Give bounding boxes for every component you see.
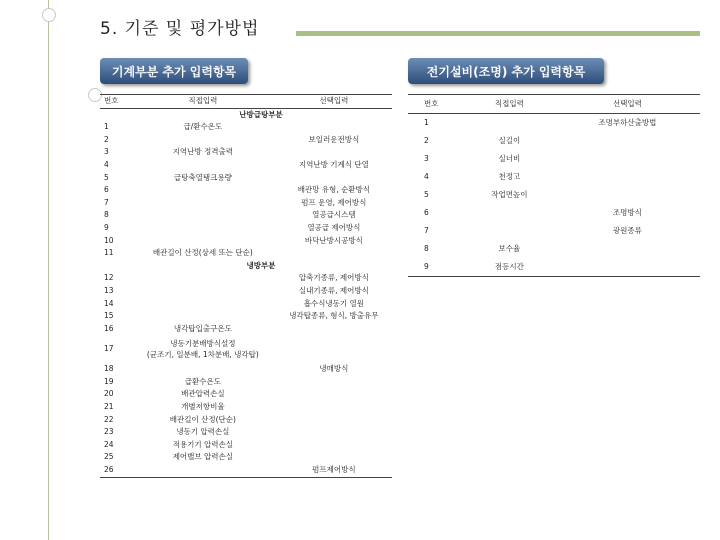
mech-row-number: 9 bbox=[104, 222, 109, 232]
mech-select-input: 열공급 제어방식 bbox=[307, 222, 361, 232]
light-header-cell: 선택입력 bbox=[555, 95, 700, 114]
mech-row-number: 19 bbox=[104, 376, 114, 386]
mech-table-row bbox=[100, 376, 392, 389]
light-table-row bbox=[408, 240, 700, 258]
light-select-input bbox=[555, 240, 700, 258]
light-row-number: 5 bbox=[424, 190, 429, 199]
light-direct-input bbox=[464, 204, 555, 222]
mech-select-input bbox=[276, 376, 392, 389]
mech-select-input: 열공급시스템 bbox=[312, 210, 356, 220]
mech-direct-input bbox=[130, 222, 276, 235]
light-table-row bbox=[408, 150, 700, 168]
mech-select-input: 냉매방식 bbox=[319, 364, 349, 374]
mech-header-cell: 번호 bbox=[100, 95, 130, 109]
mech-table-row bbox=[100, 272, 392, 285]
light-row-number: 9 bbox=[424, 262, 429, 271]
mech-row-number: 14 bbox=[104, 298, 114, 308]
mech-select-input: 펌프 운영, 제어방식 bbox=[301, 197, 367, 207]
mech-row-number: 11 bbox=[104, 248, 114, 258]
mech-direct-input bbox=[130, 310, 276, 323]
mech-row-number bbox=[100, 108, 130, 121]
light-header-cell: 번호 bbox=[408, 95, 464, 114]
mech-direct-input bbox=[130, 298, 276, 311]
mech-table-row bbox=[100, 197, 392, 210]
mech-direct-input: 냉동기 압력손실 bbox=[176, 427, 230, 437]
mech-table-row bbox=[100, 159, 392, 172]
light-row-number: 7 bbox=[424, 226, 429, 235]
page-title: 5. 기준 및 평가방법 bbox=[100, 19, 260, 39]
mech-select-input: 펌프제어방식 bbox=[312, 465, 356, 475]
mech-select-input: 냉각탑종류, 형식, 방출유무 bbox=[289, 311, 379, 321]
light-direct-input: 실길이 bbox=[498, 136, 521, 145]
mech-direct-input: 개별저항비율 bbox=[181, 402, 225, 412]
decorative-vertical-line bbox=[48, 0, 49, 540]
mech-row-number: 10 bbox=[104, 235, 114, 245]
mech-select-input: 흡수식냉동기 열원 bbox=[303, 298, 365, 308]
light-row-number: 2 bbox=[424, 136, 429, 145]
mech-table-row bbox=[100, 121, 392, 134]
mech-direct-input bbox=[130, 235, 276, 248]
light-select-input bbox=[555, 186, 700, 204]
light-direct-input: 보수율 bbox=[498, 244, 521, 253]
light-direct-input bbox=[464, 222, 555, 240]
mech-direct-input bbox=[130, 272, 276, 285]
mech-table-row bbox=[100, 247, 392, 260]
light-table-row bbox=[408, 168, 700, 186]
mech-direct-input bbox=[130, 159, 276, 172]
mech-header-cell: 선택입력 bbox=[276, 95, 392, 109]
mech-select-input bbox=[276, 388, 392, 401]
mech-row-number: 25 bbox=[104, 452, 114, 462]
mech-row-number: 5 bbox=[104, 172, 109, 182]
mech-table-row bbox=[100, 235, 392, 248]
mech-table-row bbox=[100, 335, 392, 363]
mech-select-input bbox=[276, 401, 392, 414]
mech-direct-input bbox=[130, 209, 276, 222]
left-banner: 기계부분 추가 입력항목 bbox=[100, 58, 248, 84]
mech-section-row bbox=[100, 260, 392, 273]
mech-row-number: 18 bbox=[104, 364, 114, 374]
light-header-row bbox=[408, 95, 700, 114]
mech-section-label: 냉방부분 bbox=[246, 260, 276, 270]
mech-row-number: 22 bbox=[104, 414, 114, 424]
mech-table-row bbox=[100, 222, 392, 235]
mech-direct-input: 냉각탑입출구온도 bbox=[173, 323, 232, 333]
mech-table-row bbox=[100, 184, 392, 197]
mech-table-row bbox=[100, 172, 392, 185]
light-direct-input: 작업면높이 bbox=[491, 190, 528, 199]
light-row-number: 4 bbox=[424, 172, 429, 181]
light-select-input: 광원종류 bbox=[612, 226, 642, 235]
mech-table-row bbox=[100, 146, 392, 159]
mech-select-input: 보일러운전방식 bbox=[308, 134, 360, 144]
mech-row-number: 3 bbox=[104, 147, 109, 157]
mech-select-input: 배관망 유형, 순환방식 bbox=[297, 185, 371, 195]
light-direct-input: 실너비 bbox=[498, 154, 521, 163]
light-select-input: 조명부하산출방법 bbox=[598, 118, 657, 127]
mech-row-number: 7 bbox=[104, 197, 109, 207]
mech-row-number: 20 bbox=[104, 389, 114, 399]
mech-section-row bbox=[100, 108, 392, 121]
mech-table-row bbox=[100, 401, 392, 414]
mech-section-label: 난방급탕부분 bbox=[239, 109, 283, 119]
mech-select-input: 압축기종류, 제어방식 bbox=[298, 273, 369, 283]
mech-row-number: 23 bbox=[104, 427, 114, 437]
mech-row-number: 13 bbox=[104, 285, 114, 295]
mech-direct-input: 배관압력손실 bbox=[181, 389, 225, 399]
mech-direct-input: 급환수온도 bbox=[184, 376, 221, 386]
light-row-number: 8 bbox=[424, 244, 429, 253]
light-direct-input: 천정고 bbox=[498, 172, 521, 181]
mech-select-input bbox=[276, 335, 392, 363]
mech-table-row bbox=[100, 298, 392, 311]
mech-row-number: 1 bbox=[104, 122, 109, 132]
light-table-row bbox=[408, 114, 700, 133]
mech-select-input: 실내기종류, 제어방식 bbox=[298, 285, 369, 295]
mech-direct-input bbox=[130, 363, 276, 376]
mech-table-row bbox=[100, 310, 392, 323]
mech-direct-input bbox=[130, 464, 276, 477]
mech-row-number: 2 bbox=[104, 134, 109, 144]
mech-direct-input: 적용기기 압력손실 bbox=[172, 439, 234, 449]
mech-table-row bbox=[100, 426, 392, 439]
mech-row-number: 12 bbox=[104, 273, 114, 283]
mech-select-input bbox=[276, 247, 392, 260]
mech-table-row bbox=[100, 363, 392, 376]
mech-select-input bbox=[276, 451, 392, 464]
mech-direct-input: 급탕축열탱크용량 bbox=[173, 172, 232, 182]
mech-select-input bbox=[276, 323, 392, 336]
mech-row-number bbox=[100, 260, 130, 273]
mech-select-input bbox=[276, 426, 392, 439]
light-row-number: 1 bbox=[424, 118, 429, 127]
mech-select-input bbox=[276, 439, 392, 452]
mech-row-number: 6 bbox=[104, 185, 109, 195]
light-select-input bbox=[555, 132, 700, 150]
mech-select-input bbox=[276, 146, 392, 159]
light-table-row bbox=[408, 222, 700, 240]
mech-header-row bbox=[100, 95, 392, 109]
mech-row-number: 17 bbox=[104, 343, 114, 353]
mech-table-row bbox=[100, 388, 392, 401]
light-table-row bbox=[408, 132, 700, 150]
light-header-cell: 직접입력 bbox=[464, 95, 555, 114]
light-table-row bbox=[408, 258, 700, 277]
mech-direct-input: 배관길이 산정(단순) bbox=[169, 414, 236, 424]
mech-table-row bbox=[100, 134, 392, 147]
mech-select-input bbox=[276, 172, 392, 185]
light-table-row bbox=[408, 204, 700, 222]
mech-direct-input: 냉동기분배방식설정 (균조기, 일분배, 1차분배, 냉각탑) bbox=[146, 339, 259, 360]
mech-table-row bbox=[100, 451, 392, 464]
mech-select-input bbox=[276, 414, 392, 427]
mech-row-number: 4 bbox=[104, 159, 109, 169]
mech-direct-input bbox=[130, 184, 276, 197]
title-accent-line bbox=[296, 31, 700, 36]
mechanical-input-table bbox=[100, 94, 392, 478]
light-direct-input bbox=[464, 114, 555, 133]
mech-table-row bbox=[100, 464, 392, 477]
light-select-input: 조명방식 bbox=[612, 208, 642, 217]
light-table-row bbox=[408, 186, 700, 204]
mech-select-input: 지역난방 기계식 단열 bbox=[298, 159, 369, 169]
mech-direct-input: 배관길이 산정(상세 또는 단순) bbox=[152, 248, 253, 258]
mech-table-row bbox=[100, 323, 392, 336]
mech-row-number: 24 bbox=[104, 439, 114, 449]
light-select-input bbox=[555, 168, 700, 186]
lighting-input-table bbox=[408, 94, 700, 277]
mech-direct-input bbox=[130, 285, 276, 298]
mech-row-number: 15 bbox=[104, 311, 114, 321]
light-row-number: 3 bbox=[424, 154, 429, 163]
light-row-number: 6 bbox=[424, 208, 429, 217]
mech-direct-input: 지역난방 정격출력 bbox=[172, 147, 234, 157]
mech-row-number: 16 bbox=[104, 323, 114, 333]
mech-direct-input: 제어밸브 압력손실 bbox=[172, 452, 234, 462]
mech-table-row bbox=[100, 285, 392, 298]
mech-row-number: 21 bbox=[104, 402, 114, 412]
light-direct-input: 점등시간 bbox=[494, 262, 524, 271]
mech-table-row bbox=[100, 439, 392, 452]
mech-direct-input bbox=[130, 197, 276, 210]
mech-row-number: 26 bbox=[104, 465, 114, 475]
decorative-circle-top bbox=[42, 8, 56, 22]
mech-table-row bbox=[100, 209, 392, 222]
mech-table-row bbox=[100, 414, 392, 427]
mech-direct-input: 급/환수온도 bbox=[183, 122, 223, 132]
mech-select-input: 바닥난방시공방식 bbox=[304, 235, 363, 245]
mech-header-cell: 직접입력 bbox=[130, 95, 276, 109]
right-banner: 전기설비(조명) 추가 입력항목 bbox=[408, 58, 604, 84]
mech-row-number: 8 bbox=[104, 210, 109, 220]
light-select-input bbox=[555, 150, 700, 168]
light-select-input bbox=[555, 258, 700, 277]
mech-direct-input bbox=[130, 134, 276, 147]
mech-select-input bbox=[276, 121, 392, 134]
